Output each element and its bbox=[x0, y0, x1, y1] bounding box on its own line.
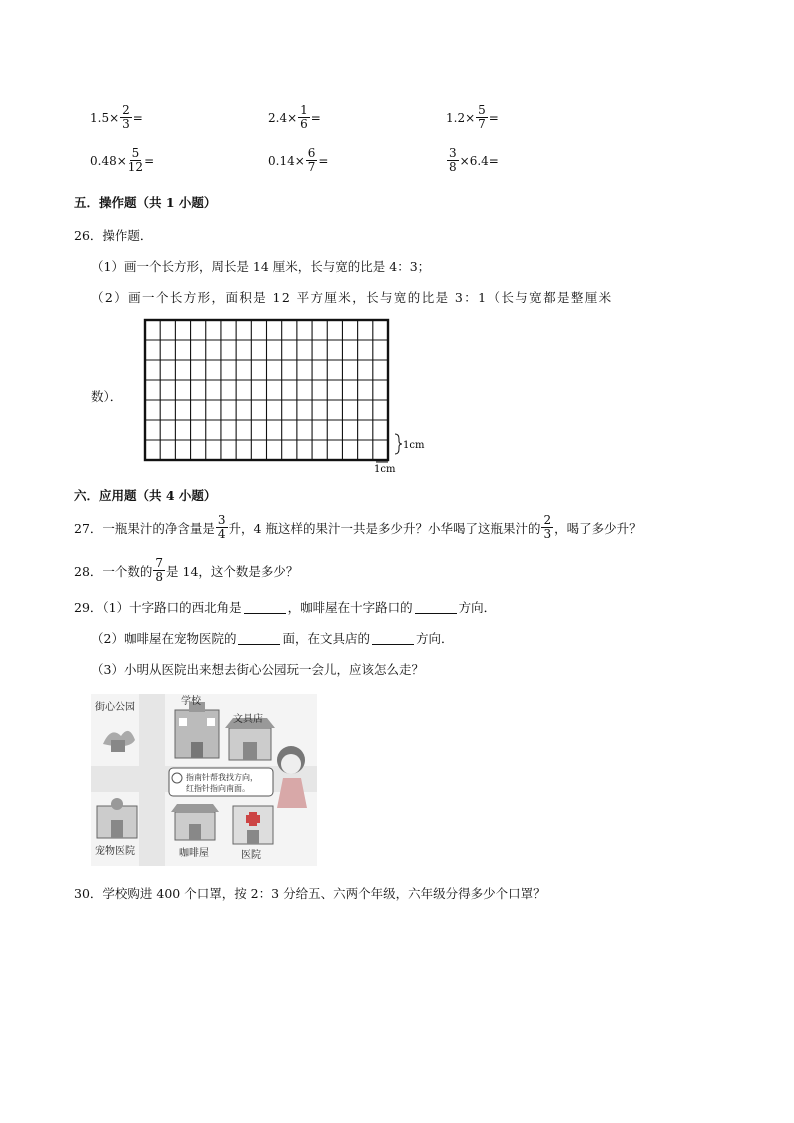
calc-item-5: 0.14× $\frac{6}{7}$ = bbox=[268, 146, 329, 174]
fraction: $\frac{1}{6}$ bbox=[300, 103, 308, 131]
answer-blank bbox=[415, 601, 457, 614]
fraction: $\frac{2}{3}$ bbox=[122, 103, 130, 131]
map-label-pet-hospital: 宠物医院 bbox=[95, 846, 135, 857]
grid-scale-horizontal: 1cm bbox=[374, 464, 396, 472]
fraction: $\frac{6}{7}$ bbox=[307, 146, 316, 174]
calc-item-6: $\frac{3}{8}$ ×6.4= bbox=[449, 146, 499, 174]
square-grid bbox=[133, 316, 429, 472]
grid-scale-vertical: 1cm bbox=[403, 440, 425, 451]
map-label-hospital: 医院 bbox=[241, 850, 261, 861]
answer-blank bbox=[238, 632, 280, 645]
fraction: $\frac{3}{4}$ bbox=[217, 513, 226, 541]
question-26-part2-end: 数）． bbox=[91, 389, 123, 404]
calc-item-4: 0.48× $\frac{5}{12}$ = bbox=[90, 146, 155, 174]
calc-item-2: 2.4× $\frac{1}{6}$ = bbox=[268, 103, 321, 131]
section-heading-6: 六．应用题（共 4 小题） bbox=[74, 488, 217, 503]
map-label-school: 学校 bbox=[181, 696, 201, 707]
section-heading-5: 五．操作题（共 1 小题） bbox=[74, 195, 217, 210]
map-label-park: 街心公园 bbox=[95, 702, 135, 713]
speech-text-1: 指南针帮我找方向， bbox=[186, 773, 258, 782]
answer-blank bbox=[244, 601, 286, 614]
hospital-icon bbox=[233, 806, 273, 844]
fraction: $\frac{3}{8}$ bbox=[449, 146, 457, 174]
question-28: 28．一个数的 $\frac{7}{8}$ 是 14，这个数是多少？ bbox=[74, 556, 299, 584]
cafe-icon bbox=[171, 804, 219, 840]
map-label-stationery: 文具店 bbox=[233, 714, 263, 725]
fraction: $\frac{7}{8}$ bbox=[155, 556, 164, 584]
map-label-cafe: 咖啡屋 bbox=[179, 848, 209, 859]
school-icon bbox=[175, 702, 219, 758]
calc-item-1: 1.5× $\frac{2}{3}$ = bbox=[90, 103, 143, 131]
speech-text-2: 红指针指向南面。 bbox=[186, 784, 250, 793]
fraction: $\frac{5}{12}$ bbox=[127, 146, 144, 174]
question-30: 30．学校购进 400 个口罩，按 2：3 分给五、六两个年级，六年级分得多少个口罩？ bbox=[74, 886, 546, 901]
answer-blank bbox=[372, 632, 414, 645]
calc-item-3: 1.2× $\frac{5}{7}$ = bbox=[446, 103, 499, 131]
question-29-part1: 29．（1）十字路口的西北角是 ，咖啡屋在十字路口的 方向． bbox=[74, 600, 497, 615]
fraction: $\frac{5}{7}$ bbox=[478, 103, 486, 131]
question-26-title: 26．操作题． bbox=[74, 228, 153, 243]
question-27: 27．一瓶果汁的净含量是 $\frac{3}{4}$ 升，4 瓶这样的果汁一共是多少升？小华喝了这瓶果汁的 $\frac{2}{3}$ ，喝了多少升？ bbox=[74, 513, 642, 541]
question-29-part2: （2）咖啡屋在宠物医院的 面，在文具店的 方向． bbox=[91, 631, 454, 646]
fraction: $\frac{2}{3}$ bbox=[543, 513, 552, 541]
question-26-part1: （1）画一个长方形，周长是 14 厘米，长与宽的比是 4：3； bbox=[91, 259, 431, 274]
map-illustration bbox=[91, 694, 317, 866]
question-29-part3: （3）小明从医院出来想去街心公园玩一会儿，应该怎么走？ bbox=[91, 662, 424, 677]
question-26-part2: （2）画一个长方形，面积是 12 平方厘米，长与宽的比是 3：1（长与宽都是整厘米 bbox=[91, 290, 613, 305]
